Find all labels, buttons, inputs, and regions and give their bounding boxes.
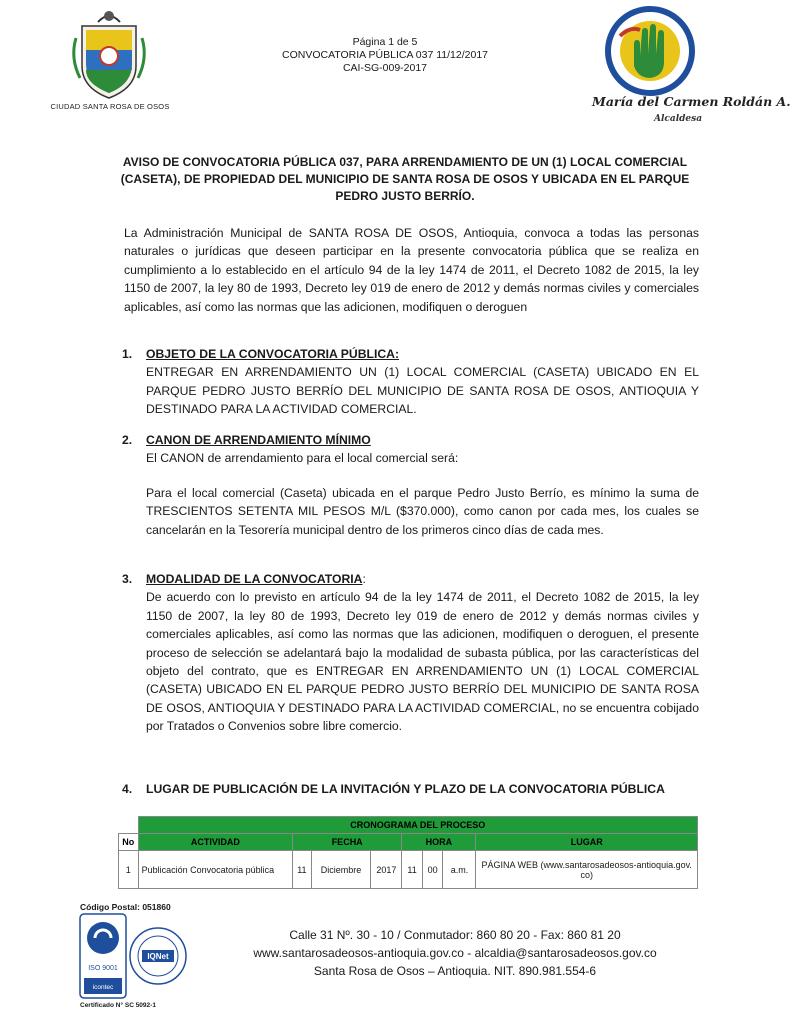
section-objeto — [122, 345, 699, 419]
cell-anio: 2017 — [371, 851, 402, 889]
section-number: 1. — [122, 347, 133, 361]
section-heading: LUGAR DE PUBLICACIÓN DE LA INVITACIÓN Y PLAZO DE LA CONVOCATORIA PÚBLICA — [146, 782, 665, 796]
cronograma-table — [118, 816, 698, 889]
table-caption: CRONOGRAMA DEL PROCESO — [138, 817, 697, 834]
section-number: 2. — [122, 433, 133, 447]
section-heading: MODALIDAD DE LA CONVOCATORIA — [146, 572, 363, 586]
icontec-label: icontec — [92, 984, 114, 991]
municipal-crest-logo — [48, 8, 168, 118]
convocatoria-reference: CONVOCATORIA PÚBLICA 037 11/12/2017 — [281, 49, 489, 61]
section-heading: OBJETO DE LA CONVOCATORIA PÚBLICA: — [146, 347, 400, 361]
city-label: CIUDAD SANTA ROSA DE OSOS — [50, 102, 170, 111]
header-actividad: ACTIVIDAD — [138, 834, 293, 851]
cell-lugar: PÁGINA WEB (www.santarosadeosos-antioquia.gov. co) — [476, 851, 698, 889]
cell-actividad: Publicación Convocatoria pública — [138, 851, 293, 889]
section-body: De acuerdo con lo previsto en artículo 94 de la ley 1474 de 2011, el Decreto 1082 de 2015, la ley 1150 de 2007, la ley 80 de 1993, Decreto ley 019 de enero de 2012 y demás normas civiles y comerciales aplicables, así como las normas que las adicionen, modifiquen o deroguen, el presente proceso de selección se adelantará bajo la modalidad de subasta pública, por las características del objeto del contrato, que es ENTREGAR EN ARRENDAMIENTO UN (1) LOCAL COMERCIAL (CASETA) UBICADO EN EL PARQUE PEDRO JUSTO BERRÍO DEL MUNICIPIO DE SANTA ROSA DE OSOS, ANTIOQUIA Y DESTINADO PARA LA ACTIVIDAD COMERCIAL, no se encuentra cobijado por Tratados o Convenios sobre libre comercio. — [146, 590, 699, 734]
document-code: CAI-SG-009-2017 — [342, 62, 428, 74]
section-number: 3. — [122, 572, 133, 586]
page-number: Página 1 de 5 — [352, 36, 418, 48]
footer-web-email: www.santarosadeosos-antioquia.gov.co - alcaldia@santarosadeosos.gov.co — [253, 946, 657, 960]
footer-address: Calle 31 Nº. 30 - 10 / Conmutador: 860 80 20 - Fax: 860 81 20 — [289, 928, 621, 942]
section-heading-colon: : — [362, 572, 366, 586]
cell-minuto: 00 — [422, 851, 443, 889]
coat-of-arms-icon — [68, 8, 150, 100]
header-no: No — [119, 834, 139, 851]
certificate-number: Certificado N° SC 5092-1 — [80, 1002, 156, 1009]
section-body: El CANON de arrendamiento para el local comercial será: — [146, 451, 459, 466]
document-title: AVISO DE CONVOCATORIA PÚBLICA 037, PARA ARRENDAMIENTO DE UN (1) LOCAL COMERCIAL (CASETA), DE PROPIEDAD DEL MUNICIPIO DE SANTA ROSA DE OSOS Y UBICADA EN EL PARQUE PEDRO JUSTO BERRÍO. — [120, 155, 690, 203]
section-lugar — [122, 780, 699, 798]
header-lugar: LUGAR — [476, 834, 698, 851]
certification-logos — [80, 914, 188, 1000]
iqnet-label: IQNet — [147, 952, 169, 961]
mayor-signature: María del Carmen Roldán A. — [592, 94, 791, 109]
cell-dia: 11 — [293, 851, 312, 889]
section-number: 4. — [122, 782, 133, 796]
header-hora: HORA — [402, 834, 476, 851]
cell-ampm: a.m. — [443, 851, 476, 889]
iso-certification-icon — [80, 914, 188, 1000]
table-row — [119, 851, 698, 889]
cell-mes: Diciembre — [311, 851, 371, 889]
hand-badge-icon — [600, 6, 700, 96]
section-canon — [122, 431, 699, 539]
intro-paragraph: La Administración Municipal de SANTA ROSA DE OSOS, Antioquia, convoca a todas las personas naturales o jurídicas que deseen participar en la presente convocatoria pública que se realiza en cumplimiento a lo establecido en el artículo 94 de la ley 1474 de 2011, el Decreto 1082 de 2015, la ley 1150 de 2007, la ley 80 de 1993, Decreto ley 019 de enero de 2012 y demás normas civiles y comerciales aplicables, así como las normas que las adicionen, modifiquen o deroguen — [124, 226, 699, 314]
iso-label: ISO 9001 — [88, 965, 118, 972]
document-header — [260, 36, 510, 75]
header-fecha: FECHA — [293, 834, 402, 851]
page-footer — [205, 926, 705, 980]
section-modalidad — [122, 570, 699, 736]
postal-code: Código Postal: 051860 — [80, 902, 171, 912]
section-heading: CANON DE ARRENDAMIENTO MÍNIMO — [146, 433, 371, 447]
administration-logo — [582, 6, 791, 126]
cell-hora: 11 — [402, 851, 423, 889]
section-body: ENTREGAR EN ARRENDAMIENTO UN (1) LOCAL COMERCIAL (CASETA) UBICADO EN EL PARQUE PEDRO JUSTO BERRÍO DEL MUNICIPIO DE SANTA ROSA DE OSOS, ANTIOQUIA Y DESTINADO PARA LA ACTIVIDAD COMERCIAL. — [146, 365, 699, 417]
mayor-role: Alcaldesa — [654, 114, 703, 124]
footer-city-nit: Santa Rosa de Osos – Antioquia. NIT. 890.981.554-6 — [313, 964, 597, 978]
cell-no: 1 — [119, 851, 139, 889]
section-body-detail: Para el local comercial (Caseta) ubicada en el parque Pedro Justo Berrío, es mínimo la suma de TRESCIENTOS SETENTA MIL PESOS M/L ($370.000), como canon por cada mes, los cuales se cancelarán en la Tesorería municipal dentro de los primeros cinco días de cada mes. — [146, 485, 699, 537]
